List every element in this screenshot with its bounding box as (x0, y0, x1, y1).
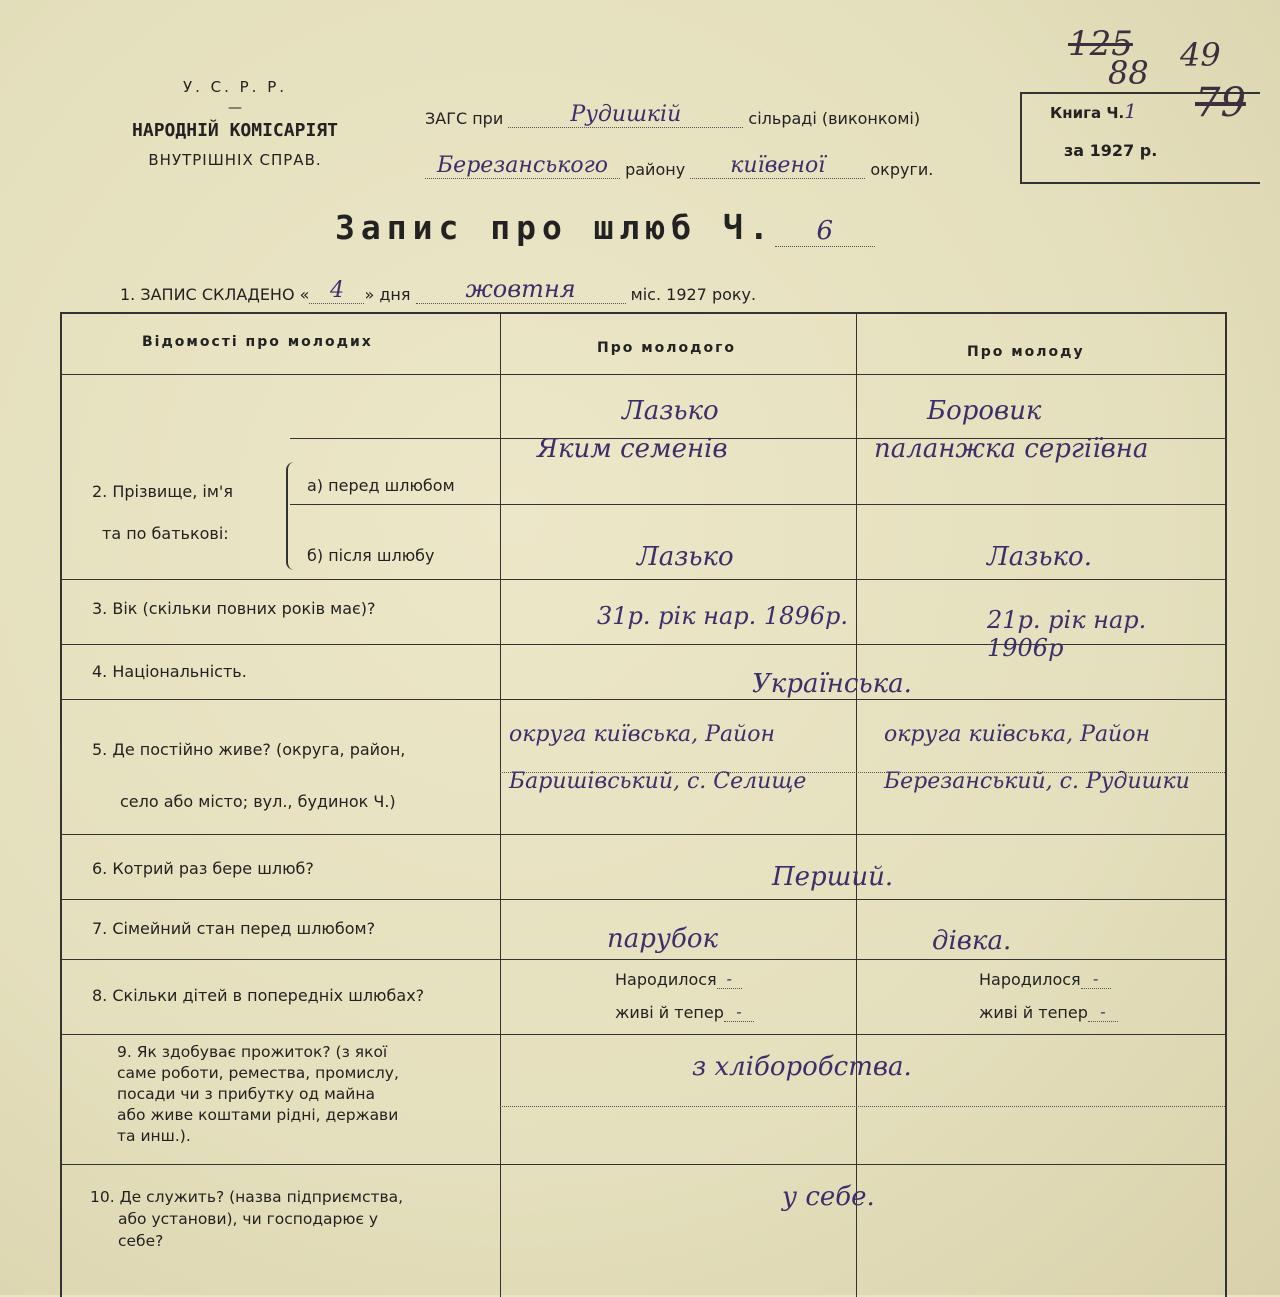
groom-alive-label: живі й тепер - (615, 1002, 754, 1022)
ussr-label: У. С. Р. Р. (182, 78, 288, 96)
groom-name: Яким семенів (537, 434, 728, 464)
bride-residence-b: Березанський, с. Рудишки (884, 769, 1190, 794)
row-name-label-b: та по батькові: (102, 524, 229, 543)
livelihood-value: з хліборобства. (692, 1052, 912, 1082)
zags-line (425, 102, 920, 128)
zags-prefix: ЗАГС при (425, 109, 504, 128)
bride-status: дівка. (932, 926, 1012, 956)
month-suffix: міс. 1927 року. (630, 285, 757, 304)
residence-label-a: 5. Де постійно живе? (округа, район, (92, 740, 406, 759)
commissariat-label: НАРОДНІЙ КОМІСАРІЯТ (132, 120, 338, 141)
header-groom: Про молодого (597, 340, 737, 356)
book-number: 1 (1124, 99, 1137, 123)
bride-age: 21р. рік нар. 1906р (987, 606, 1147, 662)
groom-surname-after: Лазько (637, 542, 734, 572)
composed-day: 4 (309, 278, 364, 304)
zags-suffix: сільраді (виконкомі) (748, 109, 921, 128)
archive-mark-2: 88 (1108, 54, 1149, 92)
book-year: за 1927 р. (1064, 141, 1158, 160)
groom-born-value: - (717, 969, 742, 989)
header-bride: Про молоду (967, 344, 1085, 360)
record-title: Запис про шлюб Ч. 6 (335, 208, 875, 247)
groom-status: парубок (607, 924, 719, 954)
composed-prefix: 1. ЗАПИС СКЛАДЕНО « (120, 285, 310, 304)
district-label: району (625, 160, 686, 179)
day-suffix: » дня (364, 285, 411, 304)
groom-surname: Лазько (622, 396, 719, 426)
separator-dash: — (228, 100, 242, 116)
bride-born-value: - (1081, 969, 1111, 989)
bride-name: паланжка сергіївна (874, 434, 1149, 464)
age-label: 3. Вік (скільки повних років має)? (92, 599, 376, 618)
okrug-value: київеної (690, 153, 865, 179)
workplace-value: у себе. (782, 1182, 875, 1212)
district-value: Березанського (425, 153, 620, 179)
family-status-label: 7. Сімейний стан перед шлюбом? (92, 919, 376, 938)
archive-mark-3: 49 (1180, 36, 1221, 74)
marriage-count-label: 6. Котрий раз бере шлюб? (92, 859, 314, 878)
okrug-label: округи. (870, 160, 934, 179)
bride-residence-a: округа київська, Район (884, 722, 1150, 747)
children-label: 8. Скільки дітей в попередніх шлюбах? (92, 986, 425, 1005)
bride-alive-label: живі й тепер - (979, 1002, 1118, 1022)
nationality-label: 4. Національність. (92, 662, 247, 681)
residence-label-b: село або місто; вул., будинок Ч.) (120, 792, 396, 811)
before-marriage-label: а) перед шлюбом (307, 476, 455, 495)
bride-born-label: Народилося - (979, 969, 1111, 989)
archive-mark-1: 125 (1068, 24, 1133, 64)
issuing-authority (85, 78, 385, 169)
row-name-label-a: 2. Прізвище, ім'я (92, 482, 233, 501)
bride-alive-value: - (1088, 1002, 1118, 1022)
workplace-label: 10. Де служить? (назва підприємства, або установи), чи господарює у себе? (90, 1188, 404, 1250)
zags-village-value: Рудишкій (508, 102, 743, 128)
bride-surname: Боровик (927, 396, 1042, 426)
district-line (425, 153, 933, 179)
header-info: Відомості про молодих (142, 334, 373, 350)
record-number: 6 (775, 216, 875, 247)
groom-born-label: Народилося - (615, 969, 742, 989)
composed-date-line (120, 275, 756, 304)
composed-month: жовтня (416, 275, 626, 304)
bride-surname-after: Лазько. (987, 542, 1092, 572)
livelihood-label: 9. Як здобуває прожиток? (з якої саме роботи, ремества, промислу, посади чи з прибутку од майна або живе коштами рідні, держави та инш.). (117, 1043, 399, 1145)
groom-alive-value: - (724, 1002, 754, 1022)
groom-residence-a: округа київська, Район (509, 722, 775, 747)
after-marriage-label: б) після шлюбу (307, 546, 435, 565)
marriage-record-table (60, 312, 1227, 1297)
book-box (1020, 92, 1260, 184)
nationality-value: Українська. (752, 669, 912, 699)
marriage-count-value: Перший. (772, 862, 894, 892)
book-label: Книга Ч.1 (1050, 99, 1137, 123)
archive-mark-4: 79 (1195, 80, 1246, 126)
groom-residence-b: Баришівський, с. Селище (509, 769, 807, 794)
internal-affairs-label: ВНУТРІШНІХ СПРАВ. (148, 151, 322, 169)
groom-age: 31р. рік нар. 1896р. (597, 602, 848, 630)
